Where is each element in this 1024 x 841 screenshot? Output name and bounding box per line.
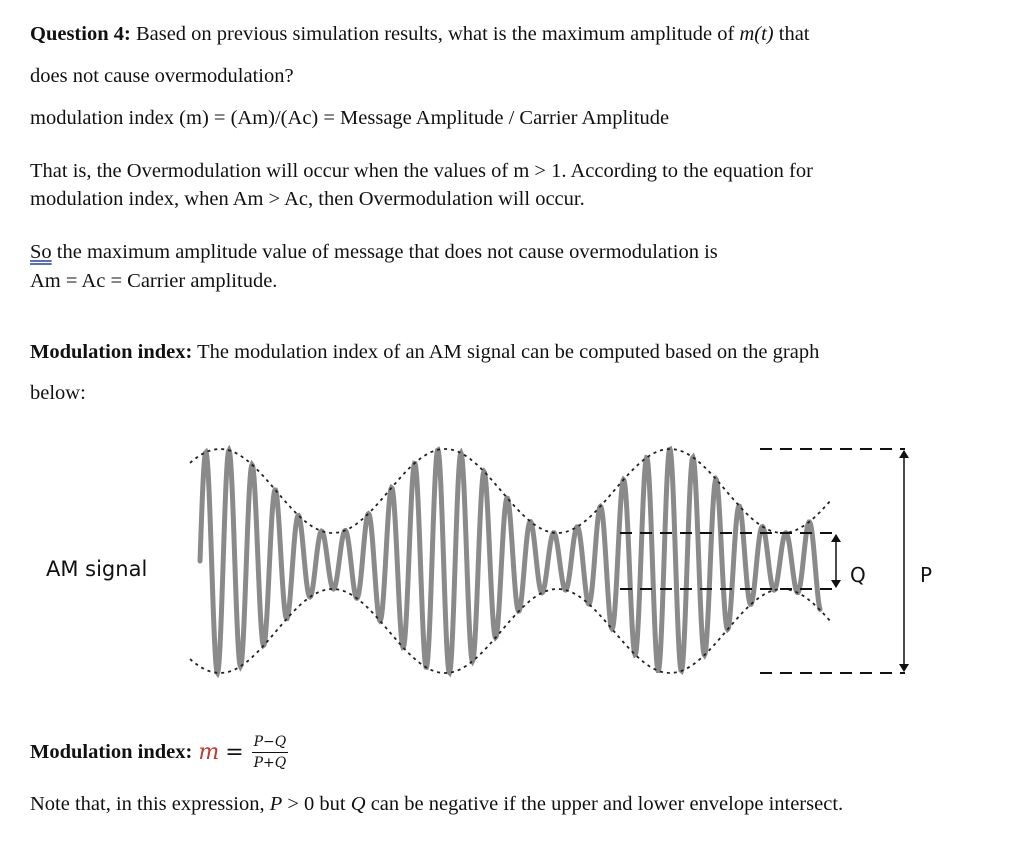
- conclusion-text: the maximum amplitude value of message that does not cause overmodulation is: [51, 241, 718, 263]
- am-signal-label: AM signal: [46, 557, 148, 581]
- conclusion-line-2: Am = Ac = Carrier amplitude.: [30, 270, 278, 292]
- definition-text: modulation index (m) = (Am)/(Ac) = Message Amplitude / Carrier Amplitude: [30, 107, 670, 129]
- question-label: Question 4:: [30, 23, 131, 45]
- am-waveform: [200, 449, 820, 673]
- formula-equals: =: [225, 739, 244, 765]
- p-arrow-head-bottom: [899, 664, 909, 672]
- explanation-line-1: That is, the Overmodulation will occur when the values of m > 1. According to the equation for: [30, 160, 813, 182]
- formula-m: m: [198, 739, 220, 765]
- note-p: P: [269, 793, 283, 815]
- explanation-line-2: modulation index, when Am > Ac, then Overmodulation will occur.: [30, 188, 585, 210]
- question-text-end: that: [773, 23, 810, 45]
- so-word: So: [30, 241, 52, 263]
- q-arrow-head-top: [831, 534, 841, 542]
- formula: [30, 728, 288, 776]
- formula-label: Modulation index:: [30, 741, 193, 763]
- note-gt: > 0 but: [282, 793, 351, 815]
- p-arrow-head-top: [899, 450, 909, 458]
- formula-denominator: P+Q: [253, 754, 287, 771]
- note-prefix: Note that, in this expression,: [30, 793, 270, 815]
- mod-index-line-2: below:: [30, 382, 86, 404]
- am-signal-figure: [30, 438, 933, 693]
- note-line: [30, 792, 1000, 816]
- note-q: Q: [350, 793, 366, 815]
- mod-index-label: Modulation index:: [30, 341, 193, 363]
- note-suffix: can be negative if the upper and lower envelope intersect.: [365, 793, 844, 815]
- question-text: Based on previous simulation results, what is the maximum amplitude of: [130, 23, 740, 45]
- q-label: Q: [850, 563, 866, 587]
- question-line-1: [30, 22, 1000, 46]
- formula-numerator: P−Q: [252, 734, 289, 753]
- mod-index-line-1: [30, 340, 1000, 364]
- conclusion-line-1: [30, 240, 1000, 264]
- question-line-2: does not cause overmodulation?: [30, 65, 294, 87]
- question-math: m(t): [739, 23, 774, 45]
- q-arrow-head-bottom: [831, 580, 841, 588]
- p-label: P: [920, 563, 933, 587]
- formula-fraction: [252, 734, 289, 771]
- mod-index-text: The modulation index of an AM signal can be computed based on the graph: [192, 341, 820, 363]
